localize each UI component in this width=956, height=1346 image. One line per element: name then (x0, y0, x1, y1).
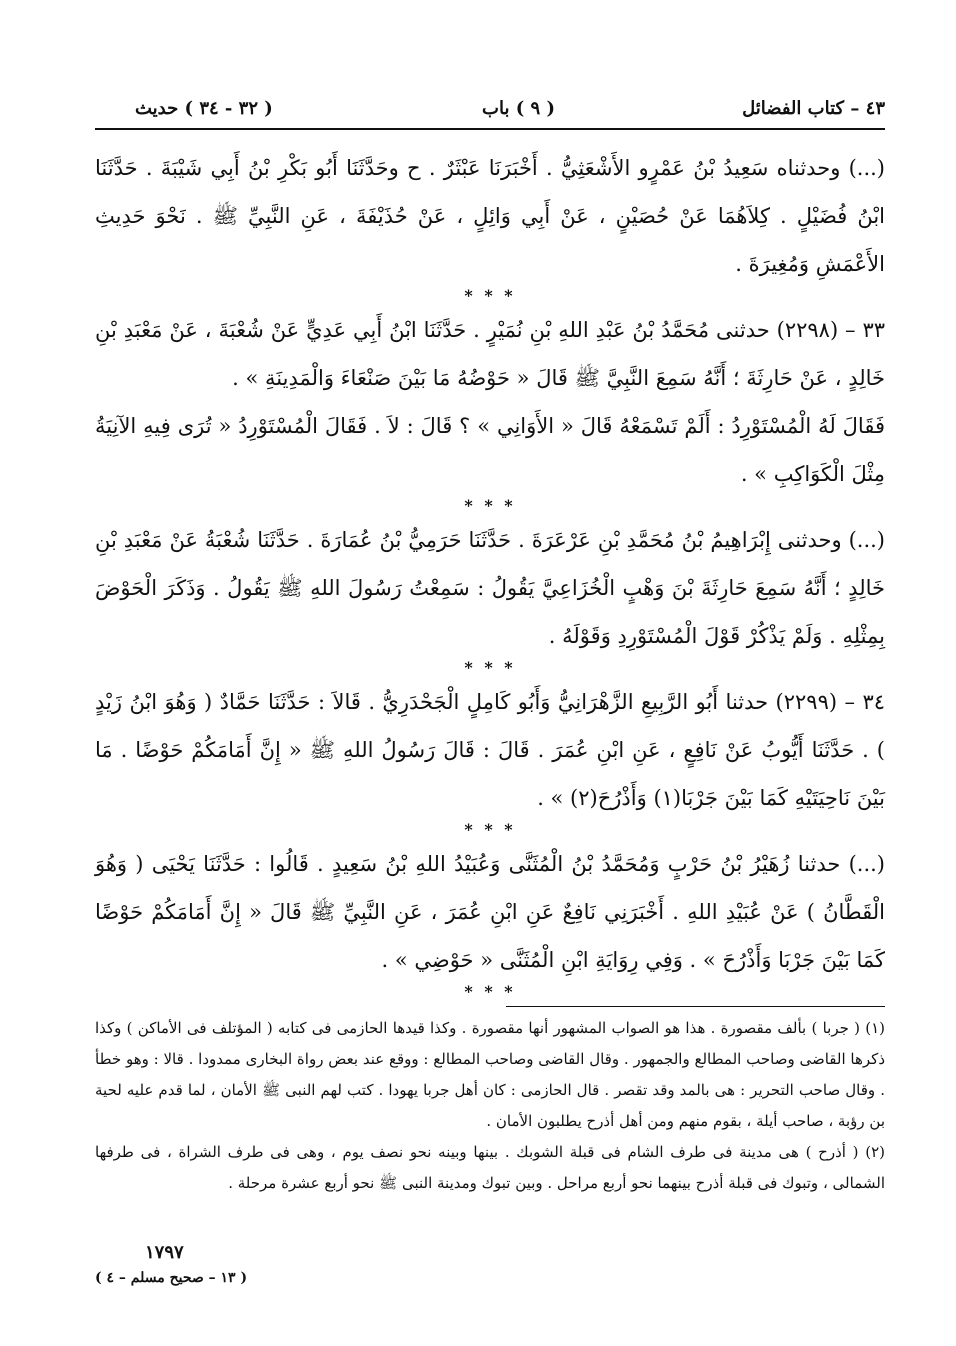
hadith-paragraph: (...) حدثنا زُهَيْرُ بْنُ حَرْبٍ وَمُحَمَّدُ بْنُ الْمُثَنَّى وَعُبَيْدُ اللهِ بْنُ سَعِيدٍ . قَالُوا : حَدَّثَنَا يَحْيَى ( وَهُوَ الْقَطَّانُ ) عَنْ عُبَيْدِ اللهِ . أَخْبَرَنِي نَافِعٌ عَنِ ابْنِ عُمَرَ ، عَنِ النَّبِيِّ ﷺ قَالَ « إِنَّ أَمَامَكُمْ حَوْضًا كَمَا بَيْنَ جَرْبَا وَأَذْرُحَ » . وَفِي رِوَايَةِ ابْنِ الْمُثَنَّى « حَوْضِي » . (95, 852, 885, 972)
hadith-paragraph: ٣٣ – (٢٢٩٨) حدثنى مُحَمَّدُ بْنُ عَبْدِ اللهِ بْنِ نُمَيْرٍ . حَدَّثَنَا ابْنُ أَبِي عَدِيٍّ عَنْ شُعْبَةَ ، عَنْ مَعْبَدِ بْنِ خَالِدٍ ، عَنْ حَارِثَةَ ؛ أَنَّهُ سَمِعَ النَّبِيَّ ﷺ قَالَ « حَوْضُهُ مَا بَيْنَ صَنْعَاءَ وَالْمَدِينَةِ » . (95, 318, 885, 390)
signature-mark: ( ١٣ – صحيح مسلم – ٤ ) (95, 1270, 248, 1286)
book-title: ٤٣ – كتاب الفضائل (742, 98, 885, 119)
hadith-body (95, 144, 885, 1000)
section-separator: * * * (464, 820, 516, 839)
hadith-paragraph: (...) وحدثناه سَعِيدُ بْنُ عَمْرٍو الأَشْعَثِيُّ . أَخْبَرَنَا عَبْثَرٌ . ح وحَدَّثَنَا أَبُو بَكْرِ بْنُ أَبِي شَيْبَةَ . حَدَّثَنَا ابْنُ فُضَيْلٍ . كِلاَهُمَا عَنْ حُصَيْنٍ ، عَنْ أَبِي وَائِلٍ ، عَنْ حُذَيْفَةَ ، عَنِ النَّبِيِّ ﷺ . نَحْوَ حَدِيثِ الأَعْمَشِ وَمُغِيرَةَ . (95, 156, 885, 276)
section-separator: * * * (464, 286, 516, 305)
footnotes (95, 1013, 885, 1199)
running-header (95, 96, 885, 126)
page-number: ١٧٩٧ (145, 1242, 184, 1263)
hadith-paragraph: ٣٤ – (٢٢٩٩) حدثنا أَبُو الرَّبِيعِ الزَّهْرَانِيُّ وَأَبُو كَامِلٍ الْجَحْدَرِيُّ . قَالاَ : حَدَّثَنَا حَمَّادٌ ( وَهُوَ ابْنُ زَيْدٍ ) . حَدَّثَنَا أَيُّوبُ عَنْ نَافِعٍ ، عَنِ ابْنِ عُمَرَ . قَالَ : قَالَ رَسُولُ اللهِ ﷺ « إِنَّ أَمَامَكُمْ حَوْضًا . مَا بَيْنَ نَاحِيَتَيْهِ كَمَا بَيْنَ جَرْبَا(١) وَأَذْرُحَ(٢) » . (95, 690, 885, 810)
footnote: (٢) ( أذرح ) هى مدينة فى طرف الشام فى قبلة الشوبك . بينها وبينه نحو نصف يوم ، وهى فى طرف الشراة ، فى طرفها الشمالى ، وتبوك فى قبلة أذرح بينهما نحو أربع مراحل . وبين تبوك ومدينة النبى ﷺ نحو أربع عشرة مرحلة . (95, 1143, 885, 1192)
section-separator: * * * (464, 982, 516, 1001)
footnote-rule (506, 1006, 885, 1007)
section-separator: * * * (464, 658, 516, 677)
chapter-label: ( ٩ ) باب (482, 98, 555, 119)
header-rule (95, 128, 885, 130)
footnote: (١) ( جربا ) بألف مقصورة . هذا هو الصواب المشهور أنها مقصورة . وكذا قيدها الحازمى فى كتابه ( المؤتلف فى الأماكن ) وكذا ذكرها القاضى وصاحب المطالع والجمهور . وقال القاضى وصاحب المطالع : ووقع عند بعض رواة البخارى ممدودا . قالا : وهو خطأ . وقال صاحب التحرير : هى بالمد وقد تقصر . قال الحازمى : كان أهل جربا يهودا . كتب لهم النبى ﷺ الأمان ، لما قدم عليه لحية بن رؤبة ، صاحب أيلة ، بقوم منهم ومن أهل أذرح يطلبون الأمان . (95, 1019, 885, 1130)
section-separator: * * * (464, 496, 516, 515)
hadith-paragraph: فَقَالَ لَهُ الْمُسْتَوْرِدُ : أَلَمْ تَسْمَعْهُ قَالَ « الأَوَانِي » ؟ قَالَ : لاَ . فَقَالَ الْمُسْتَوْرِدُ « تُرَى فِيهِ الآنِيَةُ مِثْلَ الْكَوَاكِبِ » . (95, 414, 885, 486)
page (95, 96, 885, 1316)
hadith-range: ( ٣٢ - ٣٤ ) حديث (135, 98, 273, 119)
hadith-paragraph: (...) وحدثنى إِبْرَاهِيمُ بْنُ مُحَمَّدِ بْنِ عَرْعَرَةَ . حَدَّثَنَا حَرَمِيُّ بْنُ عُمَارَةَ . حَدَّثَنَا شُعْبَةُ عَنْ مَعْبَدِ بْنِ خَالِدٍ ؛ أَنَّهُ سَمِعَ حَارِثَةَ بْنَ وَهْبٍ الْخُزَاعِيَّ يَقُولُ : سَمِعْتُ رَسُولَ اللهِ ﷺ يَقُولُ . وَذَكَرَ الْحَوْضَ بِمِثْلِهِ . وَلَمْ يَذْكُرْ قَوْلَ الْمُسْتَوْرِدِ وَقَوْلَهُ . (95, 528, 885, 648)
